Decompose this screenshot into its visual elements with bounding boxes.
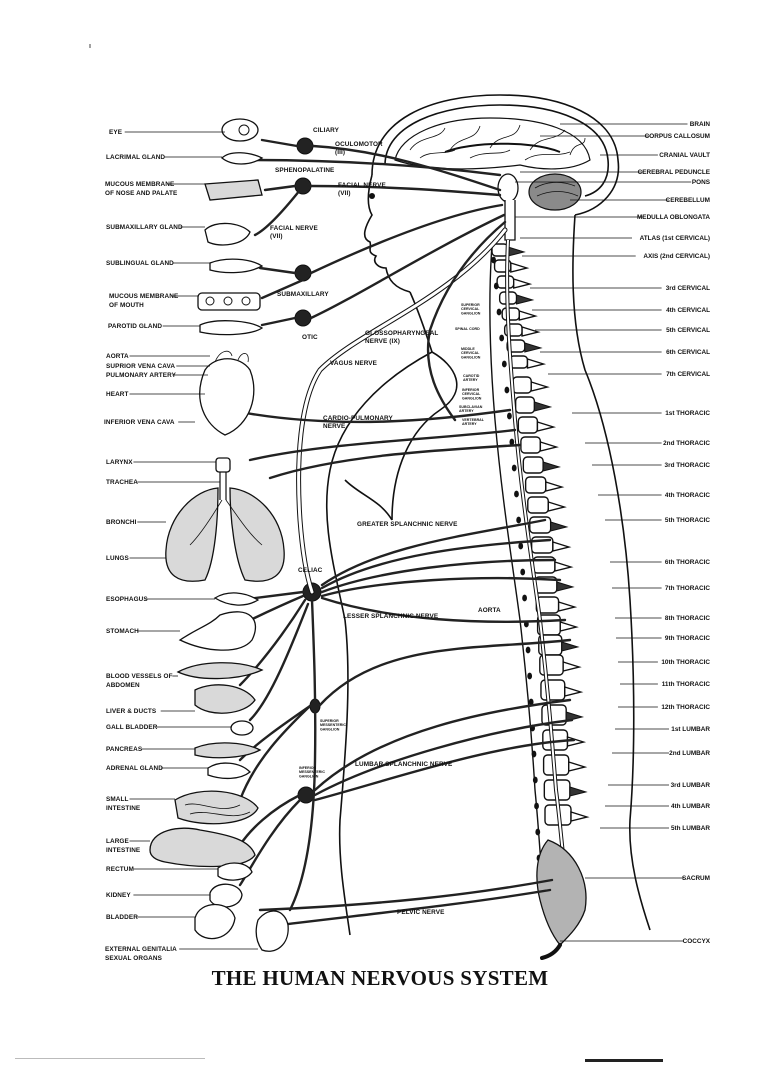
label-text-inf-vena: INFERIOR VENA CAVA [104,419,175,426]
chain-ganglion [494,283,499,290]
label-text-sup-vena: SUPRIOR VENA CAVA [106,363,176,370]
label-submax-gland [106,224,205,231]
label-t6 [610,559,710,566]
label-t12 [618,704,710,711]
label-text-cerebral-ped: CEREBRAL PEDUNCLE [637,169,710,176]
label-vertebral: VERTEBRAL ARTERY [462,418,484,427]
label-text-c5: 5th CERVICAL [666,327,710,334]
label-text-t11: 11th THORACIC [661,681,710,688]
vertebra [544,755,585,775]
chain-ganglion [497,309,502,316]
label-text-bladder: BLADDER [106,914,138,921]
small-intestine-organ [175,791,258,824]
label-text-sublingual: SUBLINGUAL GLAND [106,260,174,267]
vertebra [523,457,559,473]
label-large-int [106,838,150,854]
label-text-t8: 8th THORACIC [664,615,710,622]
label-carotid: CAROTID ARTERY [463,374,480,383]
label-facial-vii-2: FACIAL NERVE (VII) [270,225,318,240]
diagram-title: THE HUMAN NERVOUS SYSTEM [211,966,549,990]
label-text-t12: 12th THORACIC [661,704,710,711]
label-t8 [615,615,710,622]
label-aorta-r: AORTA [478,607,501,614]
label-esophagus [106,596,215,603]
label-pelvic: PELVIC NERVE [397,909,445,916]
label-text-kidney: KIDNEY [106,892,131,899]
parotid-organ [200,321,262,335]
label-c6 [540,349,710,356]
label-bronchi [106,519,166,526]
rectum-organ [218,863,252,880]
label-text-t6: 6th THORACIC [664,559,710,566]
label-text-l3: 3rd LUMBAR [670,782,710,789]
label-mucous-mouth [109,293,198,309]
chain-ganglion [532,751,537,758]
label-t4 [598,492,710,499]
vertebra [528,497,565,513]
label-text-brain: BRAIN [689,121,710,128]
lung-left [166,488,218,581]
label-text-coccyx: COCCYX [682,938,710,945]
label-aorta-l [106,353,210,360]
label-adrenal [106,765,208,772]
label-t2 [585,440,710,447]
label-subclavian: SUBCLAVIAN ARTERY [459,405,483,414]
vertebra [526,477,562,493]
label-sup-mes: SUPERIOR MESSENTERIC GANGLION [320,719,346,732]
label-t9 [616,635,710,642]
label-text-l4: 4th LUMBAR [670,803,710,810]
coccyx-shape [542,945,560,958]
chain-ganglion [535,829,540,836]
chain-ganglion [526,647,531,654]
label-text-parotid: PAROTID GLAND [108,323,163,330]
label-text-pulm-artery: PULMONARY ARTERY [106,372,177,379]
label-text-cerebellum: CEREBELLUM [665,197,710,204]
body-outline [327,95,650,935]
submaxillary-organ [205,223,250,245]
vertebra [538,615,577,635]
label-otic: OTIC [302,334,318,341]
label-rectum [106,866,218,873]
vertebra [516,397,551,413]
vertebra [521,437,556,453]
bladder-organ [195,905,235,939]
label-kidney [106,892,210,899]
large-intestine-organ [150,828,255,866]
label-t1 [572,410,710,417]
label-coccyx [560,938,711,945]
label-text-pons: PONS [691,179,710,186]
label-text-lungs: LUNGS [106,555,129,562]
label-mucous-nose [105,181,205,197]
label-text-l5: 5th LUMBAR [670,825,710,832]
label-text-esophagus: ESOPHAGUS [106,596,148,603]
adrenal-organ [208,763,250,778]
label-text-cranial-vault: CRANIAL VAULT [659,152,710,159]
chain-ganglion [520,569,525,576]
label-cardio: CARDIO-PULMONARY NERVE [323,415,393,430]
label-text-l1: 1st LUMBAR [671,726,710,733]
label-text-t10: 10th THORACIC [661,659,710,666]
liver-organ [195,685,255,713]
label-text-adrenal: ADRENAL GLAND [106,765,163,772]
lung-right [230,488,284,581]
label-text-lacrimal: LACRIMAL GLAND [106,154,166,161]
tiny-labels [299,303,485,778]
label-text-l2: 2nd LUMBAR [669,750,710,757]
vertebra [536,597,574,613]
label-lesser: LESSER SPLANCHNIC NERVE [343,613,439,620]
label-text-t9: 9th THORACIC [664,635,710,642]
label-inf-cerv: INFERIOR CERVICAL GANGLION [462,388,482,401]
label-stomach [106,628,180,635]
label-l3 [608,782,710,789]
chain-ganglion [507,413,512,420]
label-text-blood-vessels: BLOOD VESSELS OF ABDOMEN [106,673,173,689]
submaxillary-ganglion [295,265,311,281]
label-text-bronchi: BRONCHI [106,519,137,526]
vertebra [507,340,541,352]
label-oculomotor: OCULOMOTOR (III) [335,141,383,156]
organs [150,119,288,951]
label-facial-vii-1: FACIAL NERVE (VII) [338,182,386,197]
label-spinal-cord: SPINAL CORD [455,327,480,331]
label-atlas [520,235,710,242]
label-c7 [548,371,710,378]
label-text-trachea: TRACHEA [106,479,138,486]
genitalia-organ [256,911,288,951]
chain-ganglion [505,387,510,394]
label-text-c7: 7th CERVICAL [666,371,710,378]
kidney-organ [210,884,242,907]
label-sacrum [585,875,710,882]
label-text-stomach: STOMACH [106,628,139,635]
label-text-larynx: LARYNX [106,459,133,466]
label-text-t1: 1st THORACIC [665,410,710,417]
label-l5 [600,825,710,832]
label-text-t7: 7th THORACIC [664,585,710,592]
label-text-c4: 4th CERVICAL [666,307,710,314]
vertebra [500,292,533,304]
label-text-heart: HEART [106,391,129,398]
label-text-pancreas: PANCREAS [106,746,143,753]
label-text-atlas: ATLAS (1st CERVICAL) [639,235,710,242]
label-medulla [515,214,710,221]
footer-rule-left [15,1058,205,1059]
label-lumbar-spl: LUMBAR SPLANCHNIC NERVE [355,761,453,768]
label-pulm-artery [106,372,208,379]
label-inf-mes: INFERIOR MESSENTERIC GANGLION [299,766,325,779]
spinal-column [492,244,587,825]
label-text-t3: 3rd THORACIC [664,462,710,469]
label-c3 [530,285,710,292]
vertebra [544,780,586,800]
label-text-axis: AXIS (2nd CERVICAL) [643,253,710,260]
label-text-large-int: LARGE INTESTINE [106,838,141,854]
label-c5 [535,327,710,334]
label-ciliary: CILIARY [313,127,340,134]
gall-bladder-organ [231,721,253,735]
label-text-t5: 5th THORACIC [664,517,710,524]
label-text-c6: 6th CERVICAL [666,349,710,356]
label-heart [106,391,205,398]
label-l1 [615,726,710,733]
label-text-genitalia: EXTERNAL GENITALIA SEXUAL ORGANS [105,946,177,962]
label-text-rectum: RECTUM [106,866,134,873]
chain-ganglion [527,673,532,680]
label-cerebellum [570,197,710,204]
label-genitalia [105,946,258,962]
chain-ganglion [491,257,496,264]
label-celiac: CELIAC [298,567,323,574]
label-lacrimal [106,154,222,161]
label-t5 [605,517,710,524]
chain-ganglion [533,777,538,784]
label-greater: GREATER SPLANCHNIC NERVE [357,521,458,528]
label-c4 [532,307,710,314]
footer-rule [585,1059,663,1062]
vertebra [545,805,587,825]
label-text-liver: LIVER & DUCTS [106,708,157,715]
pancreas-organ [195,743,260,758]
chain-ganglion [499,335,504,342]
label-t3 [592,462,710,469]
vertebra [495,260,527,272]
chain-ganglion [518,543,523,550]
label-l4 [605,803,710,810]
vertebra [518,417,553,433]
label-sup-vena [106,363,210,370]
trachea-organ [220,472,226,500]
label-mid-cerv: MIDDLE CERVICAL GANGLION [461,347,481,360]
label-t7 [612,585,710,592]
label-text-c3: 3rd CERVICAL [665,285,710,292]
label-inf-vena [104,419,195,426]
label-text-medulla: MEDULLA OBLONGATA [636,214,710,221]
label-liver [106,708,195,715]
label-larynx [106,459,216,466]
label-text-t2: 2nd THORACIC [663,440,710,447]
label-text-mucous-nose: MUCOUS MEMBRANE OF NOSE AND PALATE [105,181,178,197]
label-axis [522,253,710,260]
nerves [230,140,574,925]
label-gall [106,724,232,731]
label-parotid [108,323,200,330]
label-text-sacrum: SACRUM [681,875,710,882]
chain-ganglion [516,517,521,524]
label-small-int [106,796,175,812]
label-text-small-int: SMALL INTESTINE [106,796,141,812]
label-text-aorta-l: AORTA [106,353,129,360]
label-vagus: VAGUS NERVE [330,360,378,367]
label-text-gall: GALL BLADDER [106,724,158,731]
chain-ganglion [502,361,507,368]
label-submax-gang: SUBMAXILLARY [277,291,329,298]
label-bladder [106,914,195,921]
vertebra [497,276,530,288]
sublingual-organ [210,259,262,272]
label-pancreas [106,746,195,753]
larynx-organ [216,458,230,472]
esophagus-organ [215,593,258,605]
label-text-mucous-mouth: MUCOUS MEMBRANE OF MOUTH [109,293,179,309]
label-spheno: SPHENOPALATINE [275,167,335,174]
ciliary-ganglion [297,138,313,154]
label-sublingual [106,260,210,267]
label-blood-vessels [106,673,178,689]
chain-ganglion [534,803,539,810]
chain-ganglion [522,595,527,602]
mouth-membrane-organ [198,293,260,310]
vertebra [530,517,567,533]
heart-organ [200,359,254,435]
lacrimal-organ [222,153,262,164]
label-l2 [612,750,710,757]
otic-ganglion [295,310,311,326]
sacrum-shape [537,840,586,945]
vertebra [513,377,547,393]
label-t10 [618,659,710,666]
vertebra [510,356,544,368]
chain-ganglion [512,465,517,472]
label-eye [109,129,225,136]
label-text-corpus: CORPUS CALLOSUM [644,133,710,140]
label-glosso: GLOSSOPHARYNGEAL NERVE (IX) [365,330,439,345]
nose-membrane-organ [205,180,262,200]
label-sup-cerv: SUPERIOR CERVICAL GANGLION [461,303,481,316]
label-trachea [106,479,220,486]
label-text-eye: EYE [109,129,123,136]
chain-ganglion [514,491,519,498]
label-text-t4: 4th THORACIC [664,492,710,499]
label-text-submax-gland: SUBMAXILLARY GLAND [106,224,183,231]
label-lungs [106,555,166,562]
stomach-organ [180,612,255,650]
